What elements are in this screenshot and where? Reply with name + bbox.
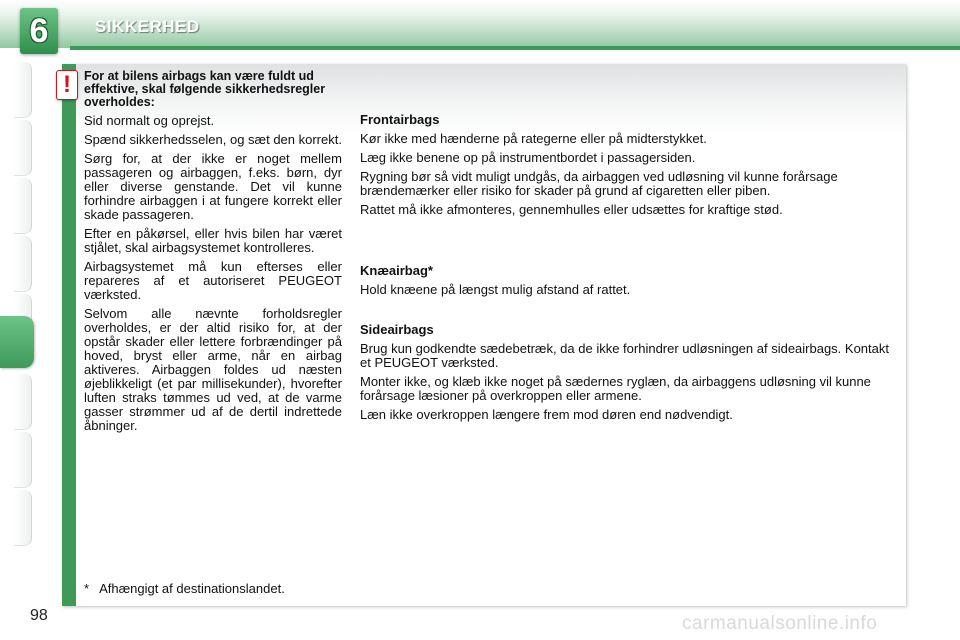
chapter-thumb-tabs: [0, 62, 34, 574]
left-column: [84, 70, 342, 438]
side-airbags-paragraph: Monter ikke, og klæb ikke noget på sædernes ryglæn, da airbaggens udløsning vil kunne forårsage læsioner på overkroppen eller armene.: [360, 374, 871, 403]
chapter-tab-2[interactable]: [14, 120, 32, 176]
front-airbags-section: [360, 113, 900, 222]
chapter-tab-3[interactable]: [14, 178, 32, 234]
chapter-number: 6: [29, 11, 49, 50]
warning-exclamation-icon: [56, 70, 78, 100]
side-airbags-title: Sideairbags: [360, 322, 434, 337]
side-airbags-paragraph: Læn ikke overkroppen længere frem mod døren end nødvendigt.: [360, 407, 733, 422]
front-airbags-title: Frontairbags: [360, 112, 440, 127]
left-paragraph: Sid normalt og oprejst.: [84, 113, 215, 128]
left-paragraph: Selvom alle nævnte forholdsregler overholdes, er der altid risiko for, at der opstår skader eller lettere forbrændinger på hoved, bryst eller arme, når en airbag aktiveres. Airbaggen foldes ud næsten øjeblikkeligt (et par millisekunder), hvorefter luften straks tømmes ud ved, at de varme gasser strømmer ud af de dertil indrettede åbninger.: [84, 306, 342, 433]
section-title: SIKKERHED: [95, 17, 200, 36]
left-paragraph: Airbagsystemet må kun efterses eller repareres af et autoriseret PEUGEOT værksted.: [84, 259, 342, 302]
left-paragraph: Efter en påkørsel, eller hvis bilen har været stjålet, skal airbagsystemet kontrolleres.: [84, 226, 342, 255]
page-number: 98: [30, 607, 48, 624]
front-airbags-paragraph: Rygning bør så vidt muligt undgås, da airbaggen ved udløsning vil kunne forårsage brændemærker eller risiko for skader på grund af cigaretten eller piben.: [360, 169, 838, 198]
header-stripe: [70, 46, 960, 50]
front-airbags-paragraph: Kør ikke med hænderne på rategerne eller på midterstykket.: [360, 131, 707, 146]
side-airbags-paragraph: Brug kun godkendte sædebetræk, da de ikke forhindrer udløsningen af sideairbags. Kontakt et PEUGEOT værksted.: [360, 341, 889, 370]
footnote-marker: *: [84, 581, 90, 596]
chapter-tab-6-active[interactable]: [0, 316, 34, 368]
footnote: [84, 582, 285, 596]
left-paragraph: Spænd sikkerhedsselen, og sæt den korrekt.: [84, 132, 342, 147]
chapter-tab-8[interactable]: [14, 432, 32, 488]
warning-mark: !: [63, 71, 71, 98]
side-airbags-section: [360, 323, 900, 427]
knee-airbag-paragraph: Hold knæene på længst mulig afstand af rattet.: [360, 282, 631, 297]
knee-airbag-title: Knæairbag*: [360, 263, 433, 278]
chapter-badge: [20, 8, 58, 54]
left-column-heading: For at bilens airbags kan være fuldt ud effektive, skal følgende sikkerhedsregler overholdes:: [84, 69, 326, 109]
chapter-tab-7[interactable]: [14, 374, 32, 430]
knee-airbag-section: [360, 264, 900, 302]
footnote-text: Afhængigt af destinationslandet.: [99, 581, 285, 596]
front-airbags-paragraph: Rattet må ikke afmonteres, gennemhulles eller udsættes for kraftige stød.: [360, 202, 783, 217]
chapter-tab-9[interactable]: [14, 490, 32, 546]
front-airbags-paragraph: Læg ikke benene op på instrumentbordet i passagersiden.: [360, 150, 696, 165]
watermark: carmanualsonline.info: [682, 613, 878, 634]
left-paragraph: Sørg for, at der ikke er noget mellem passageren og airbaggen, f.eks. børn, dyr eller diverse genstande. Det vil kunne forhindre airbaggen i at fungere korrekt eller skade passageren.: [84, 151, 342, 222]
chapter-tab-4[interactable]: [14, 236, 32, 292]
chapter-tab-1[interactable]: [14, 62, 32, 118]
